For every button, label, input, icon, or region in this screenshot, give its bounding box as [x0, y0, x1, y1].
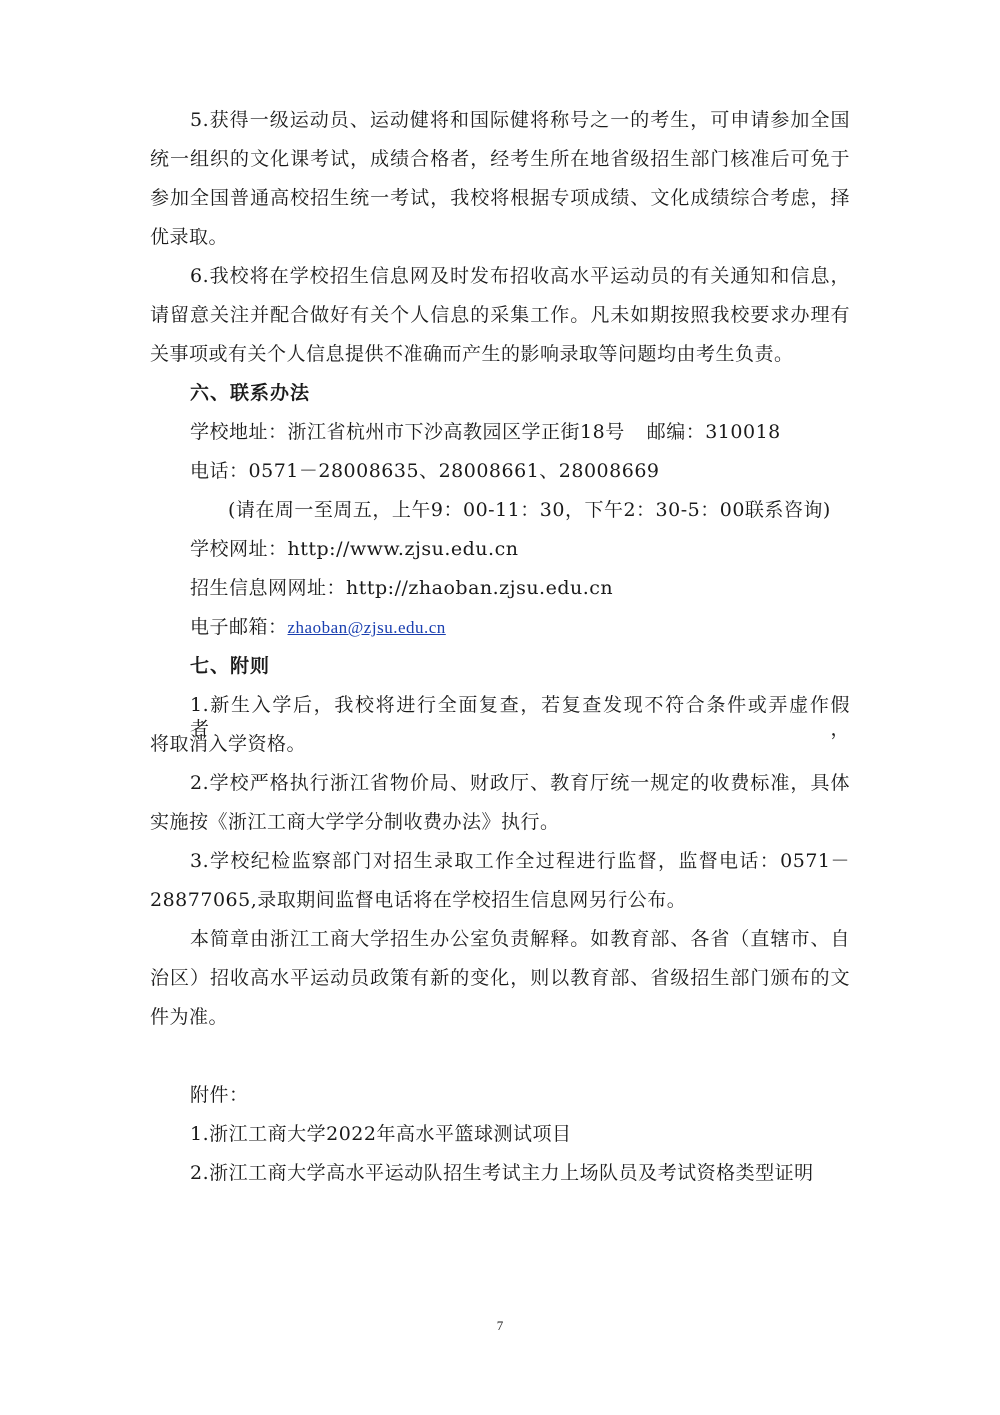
- item5-line-1: 5.获得一级运动员、运动健将和国际健将称号之一的考生，可申请参加全国: [190, 109, 850, 131]
- postcode-value: 310018: [705, 421, 781, 443]
- hours-note: (请在周一至周五，上午9：00-11：30，下午2：30-5：00联系咨询): [228, 499, 831, 521]
- website-row: [190, 537, 518, 561]
- phone-row: [190, 459, 660, 483]
- address-label: 学校地址：: [190, 421, 288, 443]
- admission-site-row: [190, 576, 613, 600]
- admission-site-link[interactable]: http://zhaoban.zjsu.edu.cn: [346, 577, 614, 599]
- attachment-item: 1.浙江工商大学2022年高水平篮球测试项目: [190, 1123, 572, 1145]
- note-line-1: 本简章由浙江工商大学招生办公室负责解释。如教育部、各省（直辖市、自: [190, 928, 850, 950]
- appendix-heading: 七、附则: [190, 655, 271, 677]
- rule3-line-1: 3.学校纪检监察部门对招生录取工作全过程进行监督，监督电话：0571－: [190, 850, 850, 872]
- website-label: 学校网址：: [190, 538, 288, 560]
- item5-line-4: 优录取。: [150, 226, 229, 248]
- email-label: 电子邮箱：: [190, 616, 288, 638]
- attachments-label: 附件：: [190, 1084, 249, 1106]
- rule3-line-2: 28877065,录取期间监督电话将在学校招生信息网另行公布。: [150, 889, 687, 911]
- item6-line-1: 6.我校将在学校招生信息网及时发布招收高水平运动员的有关通知和信息，: [190, 265, 850, 287]
- rule2-line-1: 2.学校严格执行浙江省物价局、财政厅、教育厅统一规定的收费标准，具体: [190, 772, 850, 794]
- contact-heading: 六、联系办法: [190, 382, 311, 404]
- rule1-line-2: 将取消入学资格。: [150, 733, 307, 755]
- phone-label: 电话：: [190, 460, 249, 482]
- admission-site-label: 招生信息网网址：: [190, 577, 347, 599]
- item5-line-3: 参加全国普通高校招生统一考试，我校将根据专项成绩、文化成绩综合考虑，择: [150, 187, 850, 209]
- item6-line-2: 请留意关注并配合做好有关个人信息的采集工作。凡未如期按照我校要求办理有: [150, 304, 850, 326]
- rule2-line-2: 实施按《浙江工商大学学分制收费办法》执行。: [150, 811, 560, 833]
- item6-line-3: 关事项或有关个人信息提供不准确而产生的影响录取等问题均由考生负责。: [150, 343, 794, 365]
- email-row: [190, 615, 446, 640]
- attachment-item: 2.浙江工商大学高水平运动队招生考试主力上场队员及考试资格类型证明: [190, 1162, 814, 1184]
- item5-line-2: 统一组织的文化课考试，成绩合格者，经考生所在地省级招生部门核准后可免于: [150, 148, 850, 170]
- address-row: [190, 420, 781, 444]
- rule1-line-1: 1.新生入学后，我校将进行全面复查，若复查发现不符合条件或弄虚作假者，: [190, 694, 850, 740]
- page-number: 7: [496, 1318, 504, 1333]
- phone-value: 0571－28008635、28008661、28008669: [248, 460, 660, 482]
- postcode-label: 邮编：: [646, 421, 706, 443]
- note-line-2: 治区）招收高水平运动员政策有新的变化，则以教育部、省级招生部门颁布的文: [150, 967, 850, 989]
- email-link[interactable]: zhaoban@zjsu.edu.cn: [287, 618, 446, 637]
- address-value: 浙江省杭州市下沙高教园区学正街18号: [287, 421, 625, 443]
- note-line-3: 件为准。: [150, 1006, 229, 1028]
- website-link[interactable]: http://www.zjsu.edu.cn: [287, 538, 519, 560]
